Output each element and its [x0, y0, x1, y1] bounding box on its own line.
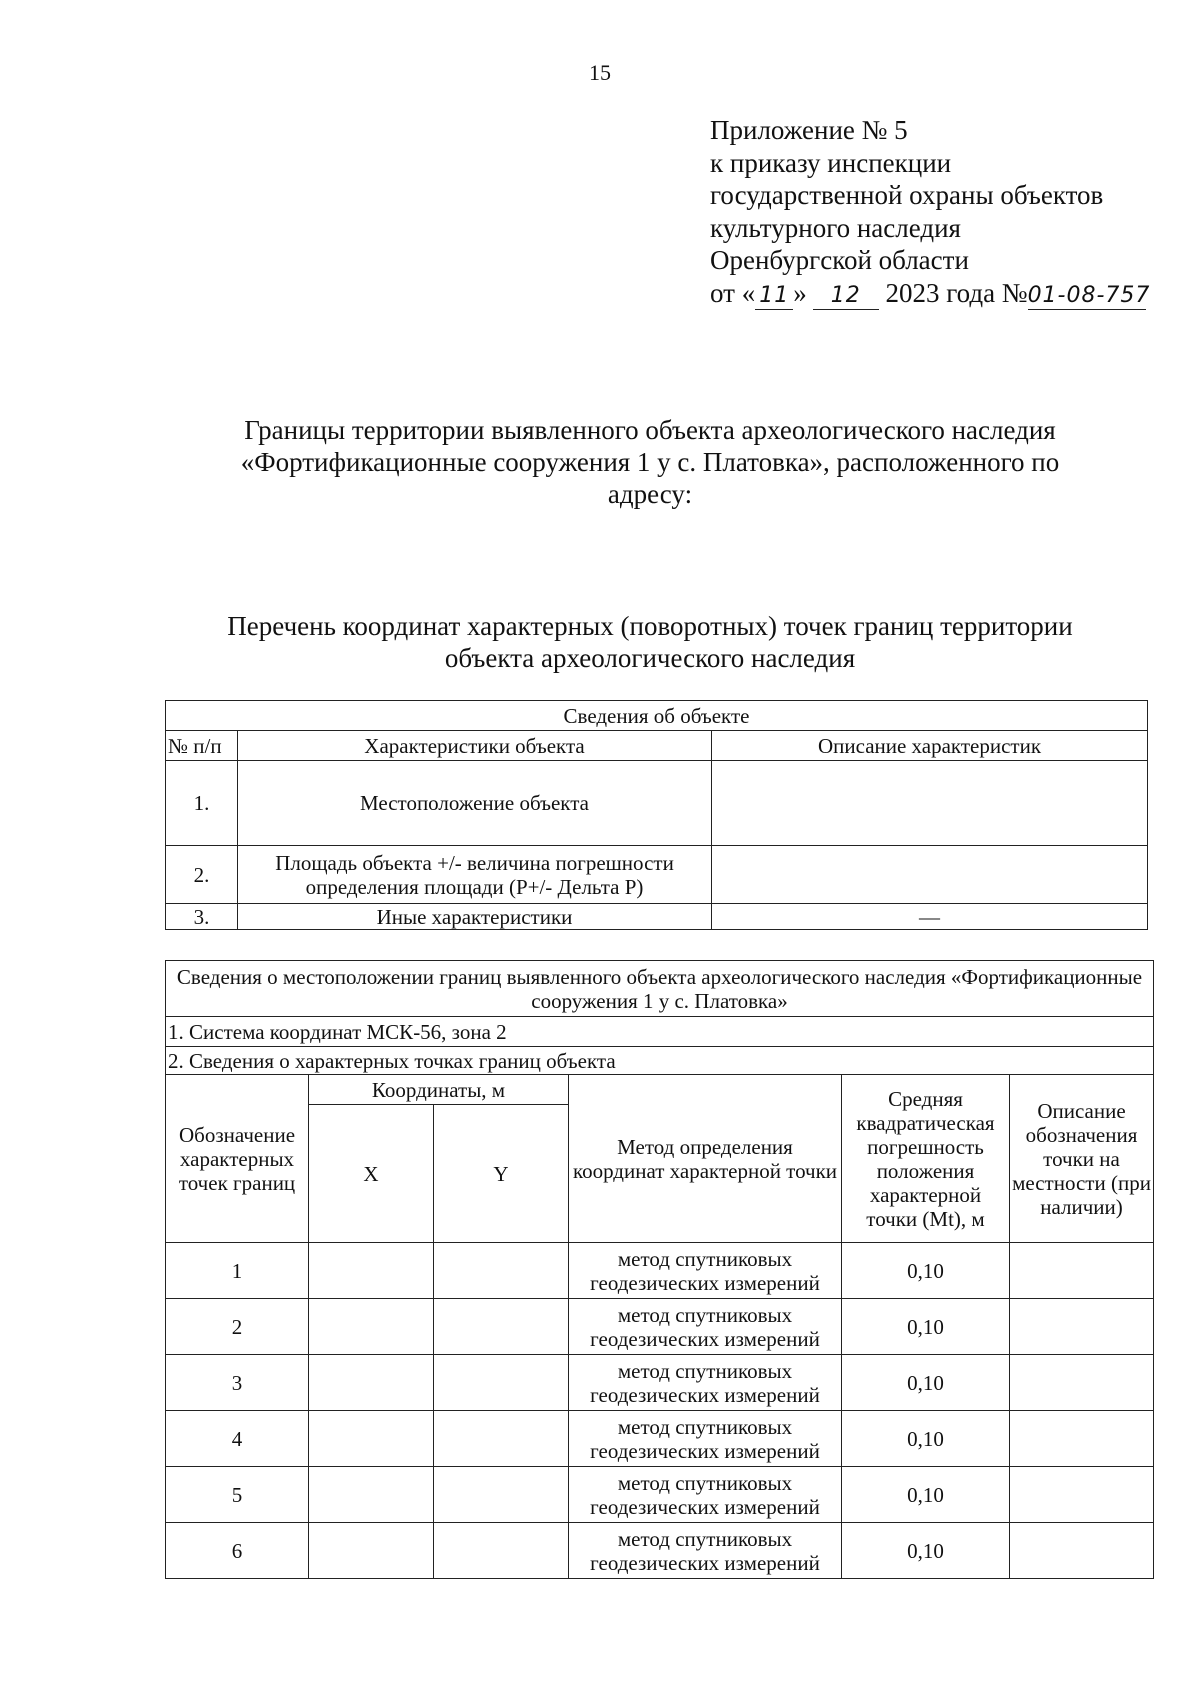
- point-method: метод спутниковых геодезических измерений: [569, 1243, 842, 1299]
- date-prefix: от «: [710, 277, 756, 308]
- point-x: [309, 1467, 434, 1523]
- appendix-line: к приказу инспекции: [710, 147, 952, 178]
- order-day: 11: [755, 283, 793, 310]
- point-error: 0,10: [842, 1523, 1010, 1579]
- row-num: 1.: [166, 761, 238, 846]
- row-description: [712, 846, 1148, 904]
- point-description: [1010, 1467, 1154, 1523]
- point-method: метод спутниковых геодезических измерений: [569, 1523, 842, 1579]
- subtitle-line: объекта археологического наследия: [444, 643, 856, 673]
- point-method: метод спутниковых геодезических измерений: [569, 1467, 842, 1523]
- appendix-line: Приложение № 5: [710, 115, 908, 145]
- point-x: [309, 1355, 434, 1411]
- subtitle-line: Перечень координат характерных (поворотных) точек границ территории: [227, 611, 1073, 641]
- header-point-description: Описание обозначения точки на местности (при наличии): [1010, 1075, 1154, 1243]
- date-mid: »: [793, 277, 807, 308]
- point-description: [1010, 1299, 1154, 1355]
- header-designation: Обозначение характерных точек границ: [166, 1075, 309, 1243]
- page-number: 15: [589, 60, 611, 85]
- point-error: 0,10: [842, 1411, 1010, 1467]
- appendix-line: культурного наследия: [710, 212, 961, 243]
- point-description: [1010, 1523, 1154, 1579]
- header-method: Метод определения координат характерной точки: [569, 1075, 842, 1243]
- point-y: [434, 1523, 569, 1579]
- list-title: [180, 610, 1120, 674]
- point-error: 0,10: [842, 1355, 1010, 1411]
- point-y: [434, 1355, 569, 1411]
- order-month: 12: [813, 283, 879, 310]
- header-characteristic: Характеристики объекта: [238, 731, 712, 761]
- point-id: 5: [166, 1467, 309, 1523]
- point-x: [309, 1523, 434, 1579]
- row-characteristic: Иные характеристики: [238, 904, 712, 930]
- order-number: 01-08-757: [1027, 282, 1151, 308]
- point-method: метод спутниковых геодезических измерений: [569, 1411, 842, 1467]
- header-y: Y: [434, 1105, 569, 1243]
- point-description: [1010, 1243, 1154, 1299]
- appendix-line: государственной охраны объектов: [710, 180, 1104, 210]
- appendix-header: [710, 114, 1151, 310]
- point-id: 6: [166, 1523, 309, 1579]
- document-title: [200, 414, 1100, 510]
- row-description: [712, 761, 1148, 846]
- title-line: «Фортификационные сооружения 1 у с. Платовка», расположенного по: [240, 447, 1060, 477]
- point-id: 4: [166, 1411, 309, 1467]
- point-y: [434, 1299, 569, 1355]
- point-description: [1010, 1411, 1154, 1467]
- point-id: 2: [166, 1299, 309, 1355]
- table-caption: Сведения о местоположении границ выявленного объекта археологического наследия «Фортификационные сооружения 1 у с. Платовка»: [166, 961, 1154, 1017]
- point-error: 0,10: [842, 1467, 1010, 1523]
- header-x: X: [309, 1105, 434, 1243]
- order-date-line: [710, 277, 1151, 310]
- row-num: 2.: [166, 846, 238, 904]
- point-id: 1: [166, 1243, 309, 1299]
- point-error: 0,10: [842, 1299, 1010, 1355]
- header-description: Описание характеристик: [712, 731, 1148, 761]
- point-y: [434, 1467, 569, 1523]
- header-coordinates: Координаты, м: [309, 1075, 569, 1105]
- appendix-line: Оренбургской области: [710, 245, 969, 275]
- header-error: Средняя квадратическая погрешность положения характерной точки (Mt), м: [842, 1075, 1010, 1243]
- row-description: —: [712, 904, 1148, 930]
- title-line: Границы территории выявленного объекта археологического наследия: [244, 415, 1056, 445]
- point-description: [1010, 1355, 1154, 1411]
- point-x: [309, 1411, 434, 1467]
- object-info-table: [165, 700, 1148, 930]
- table-caption: Сведения об объекте: [166, 701, 1148, 731]
- section-label: 2. Сведения о характерных точках границ объекта: [166, 1047, 1154, 1075]
- point-error: 0,10: [842, 1243, 1010, 1299]
- point-method: метод спутниковых геодезических измерений: [569, 1299, 842, 1355]
- point-method: метод спутниковых геодезических измерений: [569, 1355, 842, 1411]
- point-y: [434, 1243, 569, 1299]
- date-suffix: 2023 года №: [878, 277, 1028, 308]
- boundary-points-table: [165, 960, 1154, 1579]
- title-line: адресу:: [607, 479, 693, 509]
- coordinate-system: 1. Система координат МСК-56, зона 2: [166, 1017, 1154, 1047]
- point-x: [309, 1243, 434, 1299]
- point-x: [309, 1299, 434, 1355]
- row-characteristic: Площадь объекта +/- величина погрешности определения площади (Р+/- Дельта Р): [238, 846, 712, 904]
- header-num: № п/п: [166, 731, 238, 761]
- row-num: 3.: [166, 904, 238, 930]
- point-y: [434, 1411, 569, 1467]
- point-id: 3: [166, 1355, 309, 1411]
- row-characteristic: Местоположение объекта: [238, 761, 712, 846]
